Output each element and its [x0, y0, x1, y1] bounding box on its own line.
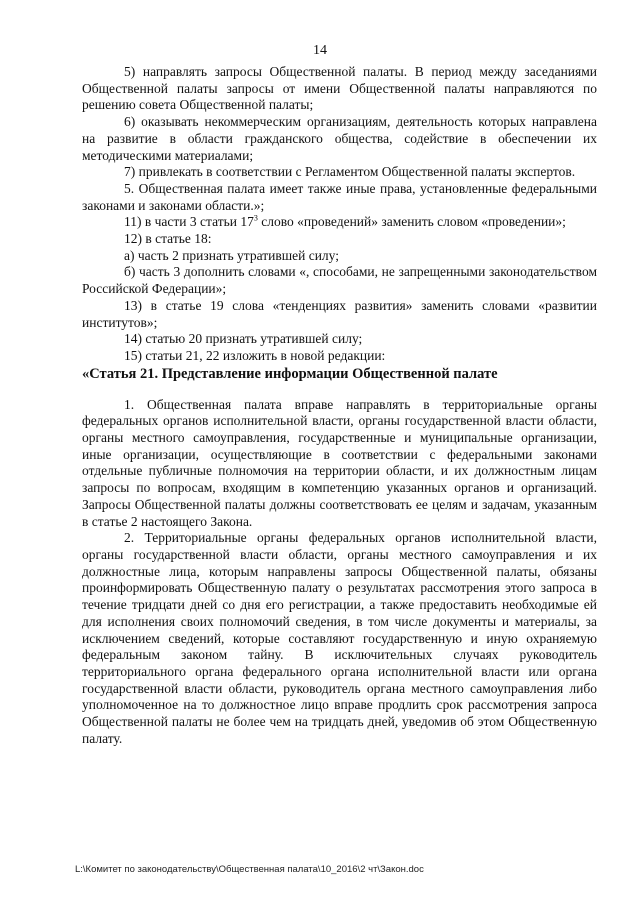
spacer — [82, 383, 597, 397]
paragraph-item-5: 5) направлять запросы Общественной палаты. В период между заседаниями Общественной палаты запросы от имени Общественной палаты направляются по решению совета Общественной палаты; — [82, 64, 597, 113]
document-body — [82, 64, 597, 747]
paragraph-item-15: 15) статьи 21, 22 изложить в новой редакции: — [124, 347, 386, 363]
article-21-paragraph-2: 2. Территориальные органы федеральных органов исполнительной власти, органы государственной власти области, органы местного самоуправления и их должностные лица, которым направлены запросы Общественной палаты, обязаны проинформировать Общественную палату о результатах рассмотрения этого запроса в течение тридцати дней со дня его регистрации, а также предоставить необходимые ей для исполнения своих полномочий сведения, в том числе документы и материалы, за исключением сведений, которые составляют государственную и иную охраняемую федеральным законом тайну. В исключительных случаях руководитель территориального органа федерального органа исполнительной власти или органа государственной власти области, руководитель органа местного самоуправления либо уполномоченное на то должностное лицо вправе продлить срок рассмотрения запроса Общественной палаты не более чем на тридцать дней, уведомив об этом Общественную палату. — [82, 530, 597, 746]
paragraph-item-13: 13) в статье 19 слова «тенденциях развития» заменить словами «развитии институтов»; — [82, 297, 597, 330]
paragraph-item-12a: а) часть 2 признать утратившей силу; — [124, 247, 339, 263]
article-21-title: «Статья 21. Представление информации Общественной палате — [82, 365, 498, 382]
paragraph-item-6: 6) оказывать некоммерческим организациям, деятельность которых направлена на развитие в области гражданского общества, содействие в обеспечении их методическими материалами; — [82, 114, 597, 163]
footer-file-path: L:\Комитет по законодательству\Общественная палата\10_2016\2 чт\Закон.doc — [75, 864, 424, 875]
item-11-after: слово «проведений» заменить словом «проведении»; — [257, 214, 566, 230]
item-11-superscript: 3 — [253, 213, 258, 223]
paragraph-item-12: 12) в статье 18: — [124, 231, 212, 247]
paragraph-item-12b: б) часть 3 дополнить словами «, способами, не запрещенными законодательством Российской Федерации»; — [82, 264, 597, 297]
paragraph-item-11 — [82, 214, 597, 231]
page-number: 14 — [313, 43, 327, 58]
paragraph-item-14: 14) статью 20 признать утратившей силу; — [124, 331, 363, 347]
item-11-before: 11) в части 3 статьи 17 — [124, 214, 254, 230]
paragraph-item-7: 7) привлекать в соответствии с Регламентом Общественной палаты экспертов. — [124, 164, 576, 180]
article-21-paragraph-1: 1. Общественная палата вправе направлять в территориальные органы федеральных органов исполнительной власти, органы государственной власти области, органы местного самоуправления, государственные и муниципальные организации, иные организации, осуществляющие в соответствии с федеральными законами отдельные публичные полномочия на территории области, и их должностным лицам запросы по вопросам, входящим в компетенцию указанных органов и организаций. Запросы Общественной палаты должны соответствовать ее целям и задачам, указанным в статье 2 настоящего Закона. — [82, 396, 597, 529]
paragraph-section-5: 5. Общественная палата имеет также иные права, установленные федеральными законами и законами области.»; — [82, 180, 597, 213]
